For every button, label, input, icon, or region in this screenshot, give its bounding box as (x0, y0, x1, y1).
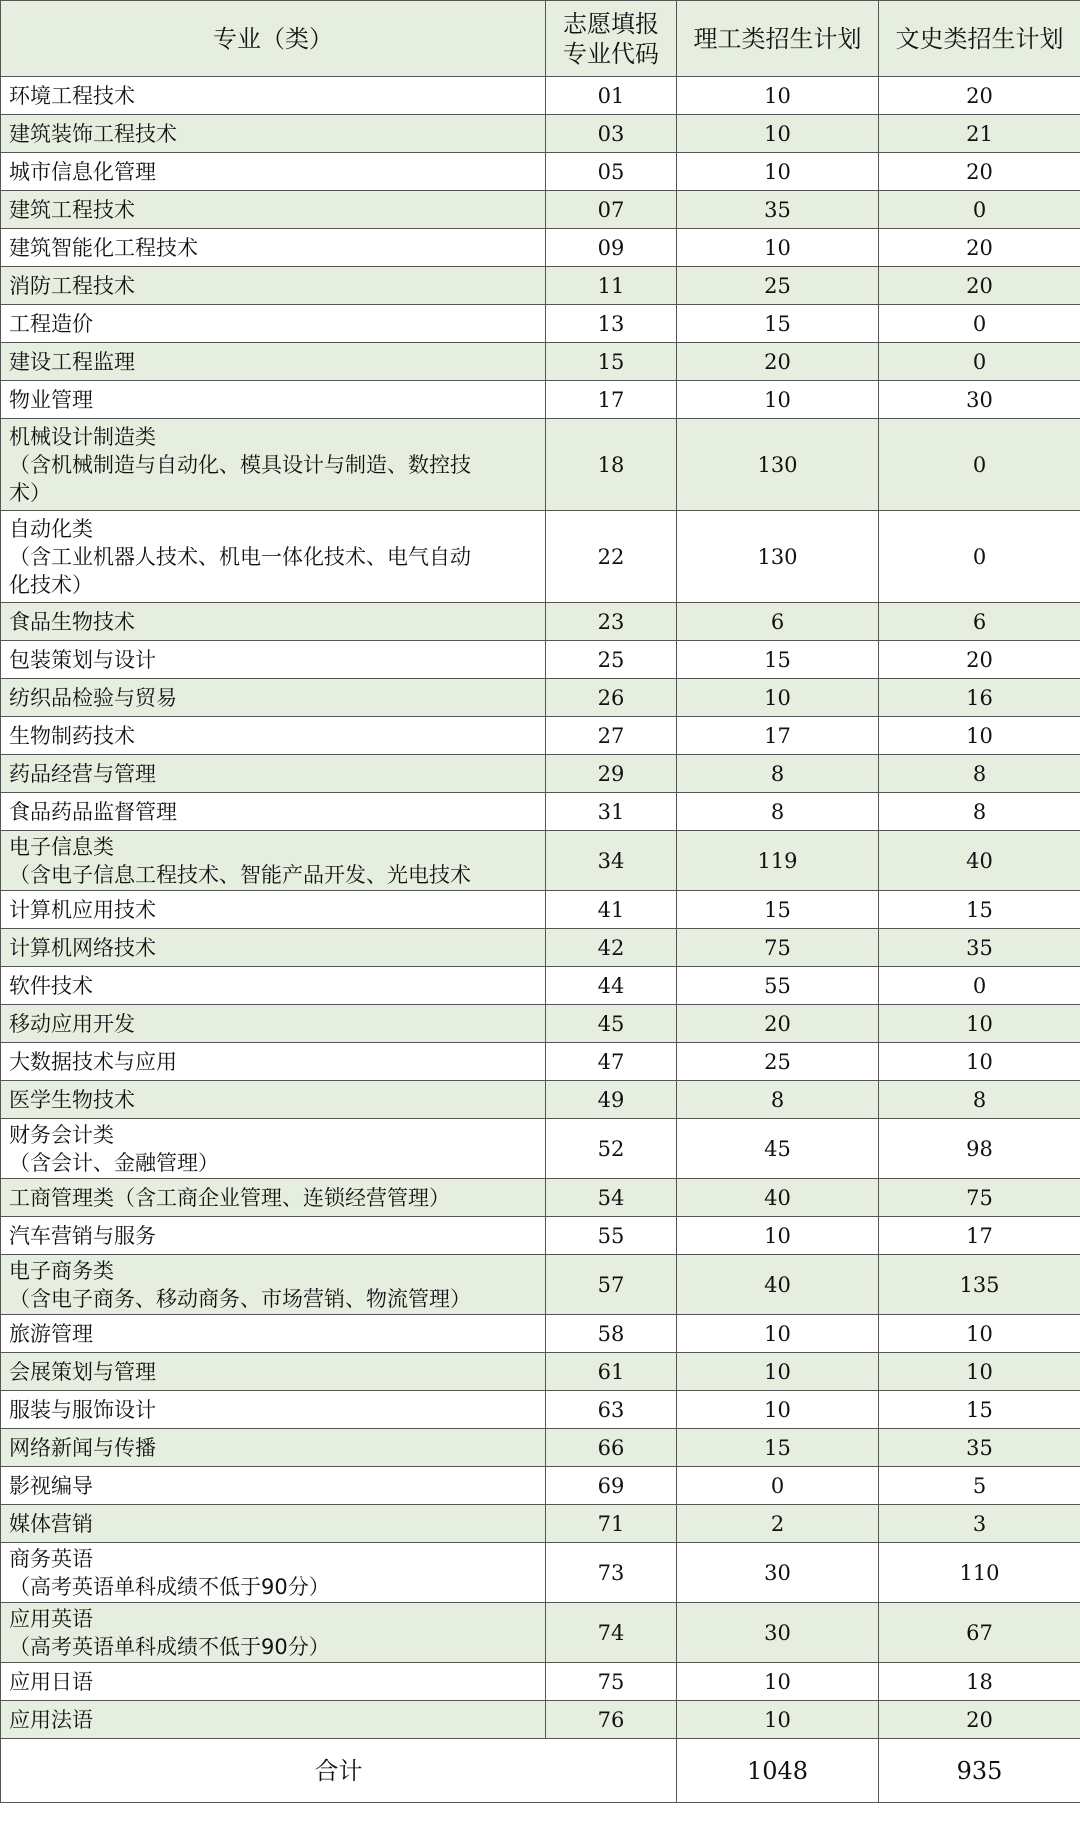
table-row (1, 191, 1080, 229)
major-name: 消防工程技术 (9, 273, 135, 298)
sci-plan-cell: 45 (677, 1119, 879, 1179)
sci-plan-cell: 10 (677, 153, 879, 191)
major-name: 城市信息化管理 (9, 159, 156, 184)
table-row (1, 77, 1080, 115)
code-cell: 05 (546, 153, 677, 191)
table-row (1, 1179, 1080, 1217)
major-name: 汽车营销与服务 (9, 1223, 156, 1248)
sci-plan-cell: 15 (677, 1429, 879, 1467)
major-cell (1, 115, 546, 153)
table-row (1, 679, 1080, 717)
code-cell: 18 (546, 419, 677, 511)
code-cell: 23 (546, 603, 677, 641)
code-cell: 61 (546, 1353, 677, 1391)
major-detail: （含工业机器人技术、机电一体化技术、电气自动 (9, 544, 471, 569)
major-cell (1, 1701, 546, 1739)
code-cell: 74 (546, 1603, 677, 1663)
major-name: 服装与服饰设计 (9, 1397, 156, 1422)
major-name: 包装策划与设计 (9, 647, 156, 672)
arts-plan-cell: 30 (879, 381, 1080, 419)
arts-plan-cell: 20 (879, 641, 1080, 679)
sci-plan-cell: 10 (677, 1701, 879, 1739)
table-row (1, 153, 1080, 191)
header-row (1, 1, 1080, 77)
major-name: 食品生物技术 (9, 609, 135, 634)
code-cell: 52 (546, 1119, 677, 1179)
arts-plan-cell: 40 (879, 831, 1080, 891)
major-detail: （高考英语单科成绩不低于90分） (9, 1634, 330, 1659)
major-cell (1, 929, 546, 967)
major-cell (1, 1391, 546, 1429)
code-cell: 31 (546, 793, 677, 831)
table-row (1, 305, 1080, 343)
arts-plan-cell: 10 (879, 1043, 1080, 1081)
table-row (1, 1391, 1080, 1429)
total-row (1, 1739, 1080, 1803)
major-name: 工商管理类（含工商企业管理、连锁经营管理） (9, 1185, 450, 1210)
major-detail-cont: 化技术） (9, 572, 93, 597)
code-cell: 34 (546, 831, 677, 891)
sci-plan-cell: 35 (677, 191, 879, 229)
arts-plan-cell: 15 (879, 1391, 1080, 1429)
arts-plan-cell: 6 (879, 603, 1080, 641)
arts-plan-cell: 10 (879, 1315, 1080, 1353)
header-sci-plan: 理工类招生计划 (677, 1, 879, 77)
table-row (1, 603, 1080, 641)
major-cell (1, 419, 546, 511)
major-cell (1, 1603, 546, 1663)
major-cell (1, 1353, 546, 1391)
code-cell: 17 (546, 381, 677, 419)
table-body (1, 77, 1080, 1739)
table-row (1, 929, 1080, 967)
major-name: 影视编导 (9, 1473, 93, 1498)
code-cell: 49 (546, 1081, 677, 1119)
arts-plan-cell: 10 (879, 1353, 1080, 1391)
major-name: 大数据技术与应用 (9, 1049, 177, 1074)
major-name: 电子商务类 (9, 1258, 114, 1283)
arts-plan-cell: 20 (879, 267, 1080, 305)
total-label: 合计 (1, 1739, 677, 1803)
major-name: 软件技术 (9, 973, 93, 998)
major-name: 纺织品检验与贸易 (9, 685, 177, 710)
table-row (1, 831, 1080, 891)
code-cell: 71 (546, 1505, 677, 1543)
code-cell: 54 (546, 1179, 677, 1217)
major-cell (1, 1043, 546, 1081)
table-row (1, 267, 1080, 305)
header-code-line1: 志愿填报 (563, 9, 659, 38)
code-cell: 26 (546, 679, 677, 717)
arts-plan-cell: 17 (879, 1217, 1080, 1255)
table-row (1, 1255, 1080, 1315)
code-cell: 11 (546, 267, 677, 305)
arts-plan-cell: 0 (879, 967, 1080, 1005)
code-cell: 45 (546, 1005, 677, 1043)
table-row (1, 1119, 1080, 1179)
table-row (1, 967, 1080, 1005)
major-name: 电子信息类 (9, 834, 114, 859)
major-name: 建筑智能化工程技术 (9, 235, 198, 260)
major-cell (1, 1179, 546, 1217)
major-detail-cont: 术） (9, 480, 51, 505)
major-cell (1, 831, 546, 891)
major-cell (1, 891, 546, 929)
sci-plan-cell: 15 (677, 891, 879, 929)
arts-plan-cell: 8 (879, 755, 1080, 793)
major-name: 应用英语 (9, 1606, 93, 1631)
major-detail: （含会计、金融管理） (9, 1150, 219, 1175)
major-cell (1, 153, 546, 191)
major-cell (1, 679, 546, 717)
code-cell: 13 (546, 305, 677, 343)
arts-plan-cell: 35 (879, 929, 1080, 967)
table-row (1, 1543, 1080, 1603)
total-arts: 935 (879, 1739, 1080, 1803)
table-row (1, 1081, 1080, 1119)
sci-plan-cell: 6 (677, 603, 879, 641)
table-row (1, 229, 1080, 267)
sci-plan-cell: 119 (677, 831, 879, 891)
code-cell: 09 (546, 229, 677, 267)
code-cell: 69 (546, 1467, 677, 1505)
table-row (1, 1505, 1080, 1543)
major-name: 医学生物技术 (9, 1087, 135, 1112)
major-name: 应用日语 (9, 1669, 93, 1694)
major-name: 媒体营销 (9, 1511, 93, 1536)
arts-plan-cell: 20 (879, 77, 1080, 115)
code-cell: 63 (546, 1391, 677, 1429)
major-name: 建筑工程技术 (9, 197, 135, 222)
code-cell: 58 (546, 1315, 677, 1353)
table-row (1, 1315, 1080, 1353)
sci-plan-cell: 75 (677, 929, 879, 967)
table-row (1, 1005, 1080, 1043)
table-row (1, 1429, 1080, 1467)
sci-plan-cell: 15 (677, 641, 879, 679)
major-name: 机械设计制造类 (9, 424, 156, 449)
code-cell: 25 (546, 641, 677, 679)
total-sci: 1048 (677, 1739, 879, 1803)
major-name: 物业管理 (9, 387, 93, 412)
table-row (1, 793, 1080, 831)
code-cell: 57 (546, 1255, 677, 1315)
header-major: 专业（类） (1, 1, 546, 77)
arts-plan-cell: 35 (879, 1429, 1080, 1467)
sci-plan-cell: 10 (677, 1663, 879, 1701)
major-cell (1, 191, 546, 229)
major-cell (1, 343, 546, 381)
major-cell (1, 77, 546, 115)
major-cell (1, 793, 546, 831)
arts-plan-cell: 75 (879, 1179, 1080, 1217)
sci-plan-cell: 2 (677, 1505, 879, 1543)
major-name: 会展策划与管理 (9, 1359, 156, 1384)
sci-plan-cell: 10 (677, 679, 879, 717)
major-name: 生物制药技术 (9, 723, 135, 748)
sci-plan-cell: 10 (677, 115, 879, 153)
sci-plan-cell: 10 (677, 1217, 879, 1255)
arts-plan-cell: 10 (879, 717, 1080, 755)
sci-plan-cell: 10 (677, 1353, 879, 1391)
code-cell: 15 (546, 343, 677, 381)
arts-plan-cell: 16 (879, 679, 1080, 717)
major-cell (1, 1543, 546, 1603)
sci-plan-cell: 20 (677, 343, 879, 381)
sci-plan-cell: 10 (677, 1315, 879, 1353)
major-name: 计算机应用技术 (9, 897, 156, 922)
major-name: 移动应用开发 (9, 1011, 135, 1036)
arts-plan-cell: 0 (879, 305, 1080, 343)
major-cell (1, 305, 546, 343)
table-row (1, 1467, 1080, 1505)
code-cell: 07 (546, 191, 677, 229)
sci-plan-cell: 40 (677, 1179, 879, 1217)
arts-plan-cell: 0 (879, 511, 1080, 603)
arts-plan-cell: 20 (879, 229, 1080, 267)
table-row (1, 641, 1080, 679)
code-cell: 27 (546, 717, 677, 755)
major-name: 应用法语 (9, 1707, 93, 1732)
major-cell (1, 267, 546, 305)
sci-plan-cell: 8 (677, 1081, 879, 1119)
sci-plan-cell: 55 (677, 967, 879, 1005)
major-cell (1, 641, 546, 679)
arts-plan-cell: 110 (879, 1543, 1080, 1603)
major-detail: （含电子信息工程技术、智能产品开发、光电技术 (9, 862, 471, 887)
code-cell: 42 (546, 929, 677, 967)
major-name: 食品药品监督管理 (9, 799, 177, 824)
major-cell (1, 967, 546, 1005)
code-cell: 41 (546, 891, 677, 929)
arts-plan-cell: 0 (879, 191, 1080, 229)
arts-plan-cell: 98 (879, 1119, 1080, 1179)
major-cell (1, 1505, 546, 1543)
table-row (1, 755, 1080, 793)
code-cell: 66 (546, 1429, 677, 1467)
table-row (1, 717, 1080, 755)
sci-plan-cell: 30 (677, 1603, 879, 1663)
arts-plan-cell: 0 (879, 419, 1080, 511)
arts-plan-cell: 20 (879, 153, 1080, 191)
major-cell (1, 1663, 546, 1701)
major-cell (1, 381, 546, 419)
code-cell: 01 (546, 77, 677, 115)
table-row (1, 343, 1080, 381)
table-row (1, 1043, 1080, 1081)
arts-plan-cell: 20 (879, 1701, 1080, 1739)
sci-plan-cell: 10 (677, 229, 879, 267)
arts-plan-cell: 3 (879, 1505, 1080, 1543)
arts-plan-cell: 15 (879, 891, 1080, 929)
major-name: 建筑装饰工程技术 (9, 121, 177, 146)
major-cell (1, 1081, 546, 1119)
major-cell (1, 1429, 546, 1467)
code-cell: 55 (546, 1217, 677, 1255)
major-cell (1, 603, 546, 641)
sci-plan-cell: 15 (677, 305, 879, 343)
sci-plan-cell: 130 (677, 419, 879, 511)
major-cell (1, 229, 546, 267)
major-name: 自动化类 (9, 516, 93, 541)
table-row (1, 419, 1080, 511)
table-row (1, 1217, 1080, 1255)
major-cell (1, 717, 546, 755)
arts-plan-cell: 135 (879, 1255, 1080, 1315)
major-name: 旅游管理 (9, 1321, 93, 1346)
sci-plan-cell: 10 (677, 77, 879, 115)
table-row (1, 891, 1080, 929)
table-row (1, 115, 1080, 153)
code-cell: 44 (546, 967, 677, 1005)
major-detail: （高考英语单科成绩不低于90分） (9, 1574, 330, 1599)
arts-plan-cell: 8 (879, 1081, 1080, 1119)
sci-plan-cell: 10 (677, 381, 879, 419)
arts-plan-cell: 18 (879, 1663, 1080, 1701)
sci-plan-cell: 30 (677, 1543, 879, 1603)
major-cell (1, 511, 546, 603)
arts-plan-cell: 5 (879, 1467, 1080, 1505)
table-row (1, 381, 1080, 419)
arts-plan-cell: 0 (879, 343, 1080, 381)
code-cell: 76 (546, 1701, 677, 1739)
major-detail: （含电子商务、移动商务、市场营销、物流管理） (9, 1286, 471, 1311)
table-row (1, 1353, 1080, 1391)
major-name: 计算机网络技术 (9, 935, 156, 960)
header-arts-plan: 文史类招生计划 (879, 1, 1080, 77)
major-name: 建设工程监理 (9, 349, 135, 374)
sci-plan-cell: 8 (677, 755, 879, 793)
header-code (546, 1, 677, 77)
code-cell: 03 (546, 115, 677, 153)
sci-plan-cell: 130 (677, 511, 879, 603)
major-name: 环境工程技术 (9, 83, 135, 108)
major-cell (1, 1005, 546, 1043)
table-row (1, 1663, 1080, 1701)
header-code-line2: 专业代码 (563, 39, 659, 68)
table-row (1, 1701, 1080, 1739)
major-cell (1, 1467, 546, 1505)
major-cell (1, 755, 546, 793)
sci-plan-cell: 40 (677, 1255, 879, 1315)
major-name: 网络新闻与传播 (9, 1435, 156, 1460)
major-name: 财务会计类 (9, 1122, 114, 1147)
major-cell (1, 1255, 546, 1315)
sci-plan-cell: 25 (677, 267, 879, 305)
major-cell (1, 1119, 546, 1179)
arts-plan-cell: 10 (879, 1005, 1080, 1043)
major-cell (1, 1315, 546, 1353)
code-cell: 47 (546, 1043, 677, 1081)
sci-plan-cell: 8 (677, 793, 879, 831)
major-name: 工程造价 (9, 311, 93, 336)
table-row (1, 1603, 1080, 1663)
major-name: 药品经营与管理 (9, 761, 156, 786)
arts-plan-cell: 21 (879, 115, 1080, 153)
sci-plan-cell: 0 (677, 1467, 879, 1505)
code-cell: 73 (546, 1543, 677, 1603)
code-cell: 22 (546, 511, 677, 603)
sci-plan-cell: 10 (677, 1391, 879, 1429)
arts-plan-cell: 67 (879, 1603, 1080, 1663)
code-cell: 29 (546, 755, 677, 793)
arts-plan-cell: 8 (879, 793, 1080, 831)
major-name: 商务英语 (9, 1546, 93, 1571)
major-detail: （含机械制造与自动化、模具设计与制造、数控技 (9, 452, 471, 477)
table-row (1, 511, 1080, 603)
sci-plan-cell: 25 (677, 1043, 879, 1081)
sci-plan-cell: 17 (677, 717, 879, 755)
code-cell: 75 (546, 1663, 677, 1701)
sci-plan-cell: 20 (677, 1005, 879, 1043)
major-cell (1, 1217, 546, 1255)
